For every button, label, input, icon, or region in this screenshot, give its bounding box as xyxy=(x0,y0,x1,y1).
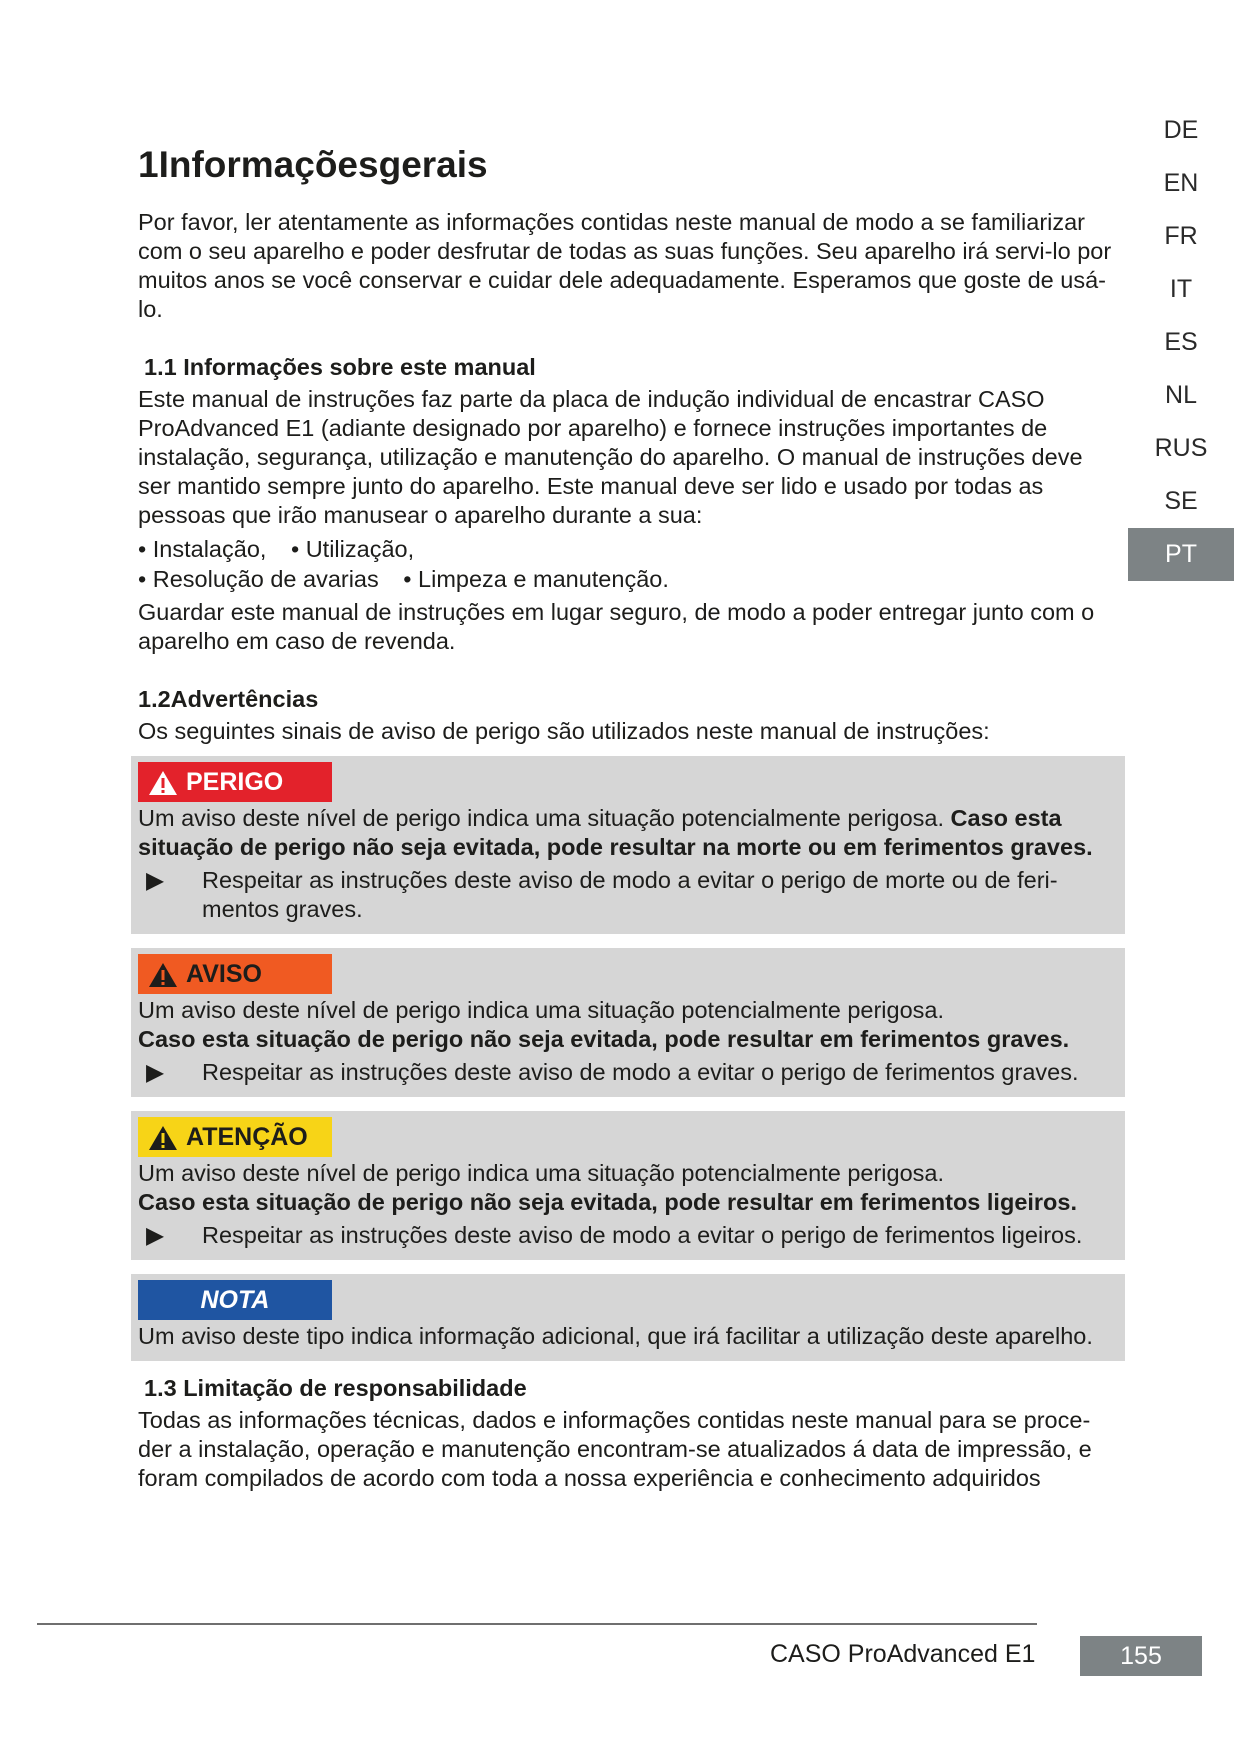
section-heading: 1.1 Informações sobre este manual xyxy=(144,354,536,380)
page-content xyxy=(138,144,1118,1493)
badge-label: AVISO xyxy=(186,960,262,988)
section-body: Este manual de instruções faz parte da placa de indução individual de encastrar CASO ProAdvanced E1 (adiante designado por aparelho) e fornece instruções importantes de instalação, segurança, utilização e manutenção do aparelho. O manual de instruções deve ser mantido sempre junto do aparelho. Este manual deve ser lido e usado por todas as pessoas que irão manusear o aparelho durante a sua: xyxy=(138,386,1083,528)
lang-tab-se[interactable]: SE xyxy=(1164,487,1198,515)
language-tabs xyxy=(1128,104,1234,581)
badge-label: PERIGO xyxy=(186,768,284,796)
section-1-3 xyxy=(138,1375,1118,1493)
nota-box xyxy=(131,1274,1125,1361)
perigo-box xyxy=(131,756,1125,934)
page-number: 155 xyxy=(1080,1636,1202,1676)
list-item xyxy=(138,564,1118,594)
section-heading: 1.3 Limitação de responsabilidade xyxy=(144,1375,527,1401)
list-item-text: • Instalação, xyxy=(138,536,267,562)
action-text: Respeitar as instruções deste aviso de modo a evitar o perigo de morte ou de feri- mentos graves. xyxy=(202,867,1058,922)
action-text: Respeitar as instruções deste aviso de modo a evitar o perigo de ferimentos ligeiros. xyxy=(202,1222,1083,1248)
warning-text-bold: Caso esta situação de perigo não seja evitada, pode resultar em ferimentos graves. xyxy=(138,1026,1070,1052)
perigo-badge xyxy=(138,762,332,802)
lang-tab-en[interactable]: EN xyxy=(1163,169,1199,197)
footer-divider xyxy=(37,1623,1037,1625)
warning-text-bold: Caso esta situação de perigo não seja evitada, pode resultar na morte ou em ferimentos graves. xyxy=(138,805,1093,860)
lang-tab-it[interactable]: IT xyxy=(1169,275,1193,303)
section-body: Todas as informações técnicas, dados e informações contidas neste manual para se proce- der a instalação, operação e manutenção encontram-se atualizados á data de impressão, e foram compilados de acordo com toda a nossa experiência e conhecimento adquiridos xyxy=(138,1407,1092,1491)
warning-triangle-icon xyxy=(148,1125,178,1151)
intro-paragraph: Por favor, ler atentamente as informações contidas neste manual de modo a se familiarizar com o seu aparelho e poder desfrutar de todas as suas funções. Seu aparelho irá servi-lo por muitos anos se você conservar e cuidar dele adequadamente. Esperamos que goste de usá-lo. xyxy=(138,209,1112,322)
lang-tab-fr[interactable]: FR xyxy=(1164,222,1198,250)
page-title: 1Informaçõesgerais xyxy=(138,144,488,185)
warning-action xyxy=(138,866,1118,924)
list-item-text: • Limpeza e manutenção. xyxy=(403,566,669,592)
section-closing: Guardar este manual de instruções em lugar seguro, de modo a poder entregar junto com o aparelho em caso de revenda. xyxy=(138,599,1095,654)
arrow-right-icon: ▶ xyxy=(146,1059,165,1085)
badge-label: ATENÇÃO xyxy=(186,1123,308,1151)
warning-text-plain: Um aviso deste nível de perigo indica uma situação potencialmente perigosa. xyxy=(138,805,951,831)
lang-tab-rus[interactable]: RUS xyxy=(1154,434,1208,462)
nota-badge: NOTA xyxy=(138,1280,332,1320)
usage-list xyxy=(138,534,1118,594)
warning-action xyxy=(138,1221,1118,1250)
list-item xyxy=(138,534,1118,564)
section-intro: Os seguintes sinais de aviso de perigo são utilizados neste manual de instruções: xyxy=(138,718,990,744)
lang-tab-pt[interactable]: PT xyxy=(1128,528,1234,581)
note-text: Um aviso deste tipo indica informação adicional, que irá facilitar a utilização deste aparelho. xyxy=(138,1323,1093,1349)
warning-action xyxy=(138,1058,1118,1087)
arrow-right-icon: ▶ xyxy=(146,867,165,893)
arrow-right-icon: ▶ xyxy=(146,1222,165,1248)
aviso-badge xyxy=(138,954,332,994)
list-item-text: • Resolução de avarias xyxy=(138,566,379,592)
section-1-1 xyxy=(138,354,1118,656)
warning-text: Um aviso deste nível de perigo indica uma situação potencialmente perigosa. xyxy=(138,997,944,1023)
warning-text xyxy=(138,804,1118,862)
warning-triangle-icon xyxy=(148,770,178,796)
lang-tab-de[interactable]: DE xyxy=(1163,116,1199,144)
lang-tab-es[interactable]: ES xyxy=(1164,328,1198,356)
warning-text-bold: Caso esta situação de perigo não seja evitada, pode resultar em ferimentos ligeiros. xyxy=(138,1189,1078,1215)
atencao-box xyxy=(131,1111,1125,1260)
warning-triangle-icon xyxy=(148,962,178,988)
lang-tab-nl[interactable]: NL xyxy=(1165,381,1197,409)
action-text: Respeitar as instruções deste aviso de modo a evitar o perigo de ferimentos graves. xyxy=(202,1059,1079,1085)
footer-product-name: CASO ProAdvanced E1 xyxy=(770,1640,1036,1668)
warning-text: Um aviso deste nível de perigo indica uma situação potencialmente perigosa. xyxy=(138,1160,944,1186)
section-heading: 1.2Advertências xyxy=(138,686,319,712)
atencao-badge xyxy=(138,1117,332,1157)
section-1-2 xyxy=(138,686,1118,1361)
list-item-text: • Utilização, xyxy=(290,536,415,562)
aviso-box xyxy=(131,948,1125,1097)
